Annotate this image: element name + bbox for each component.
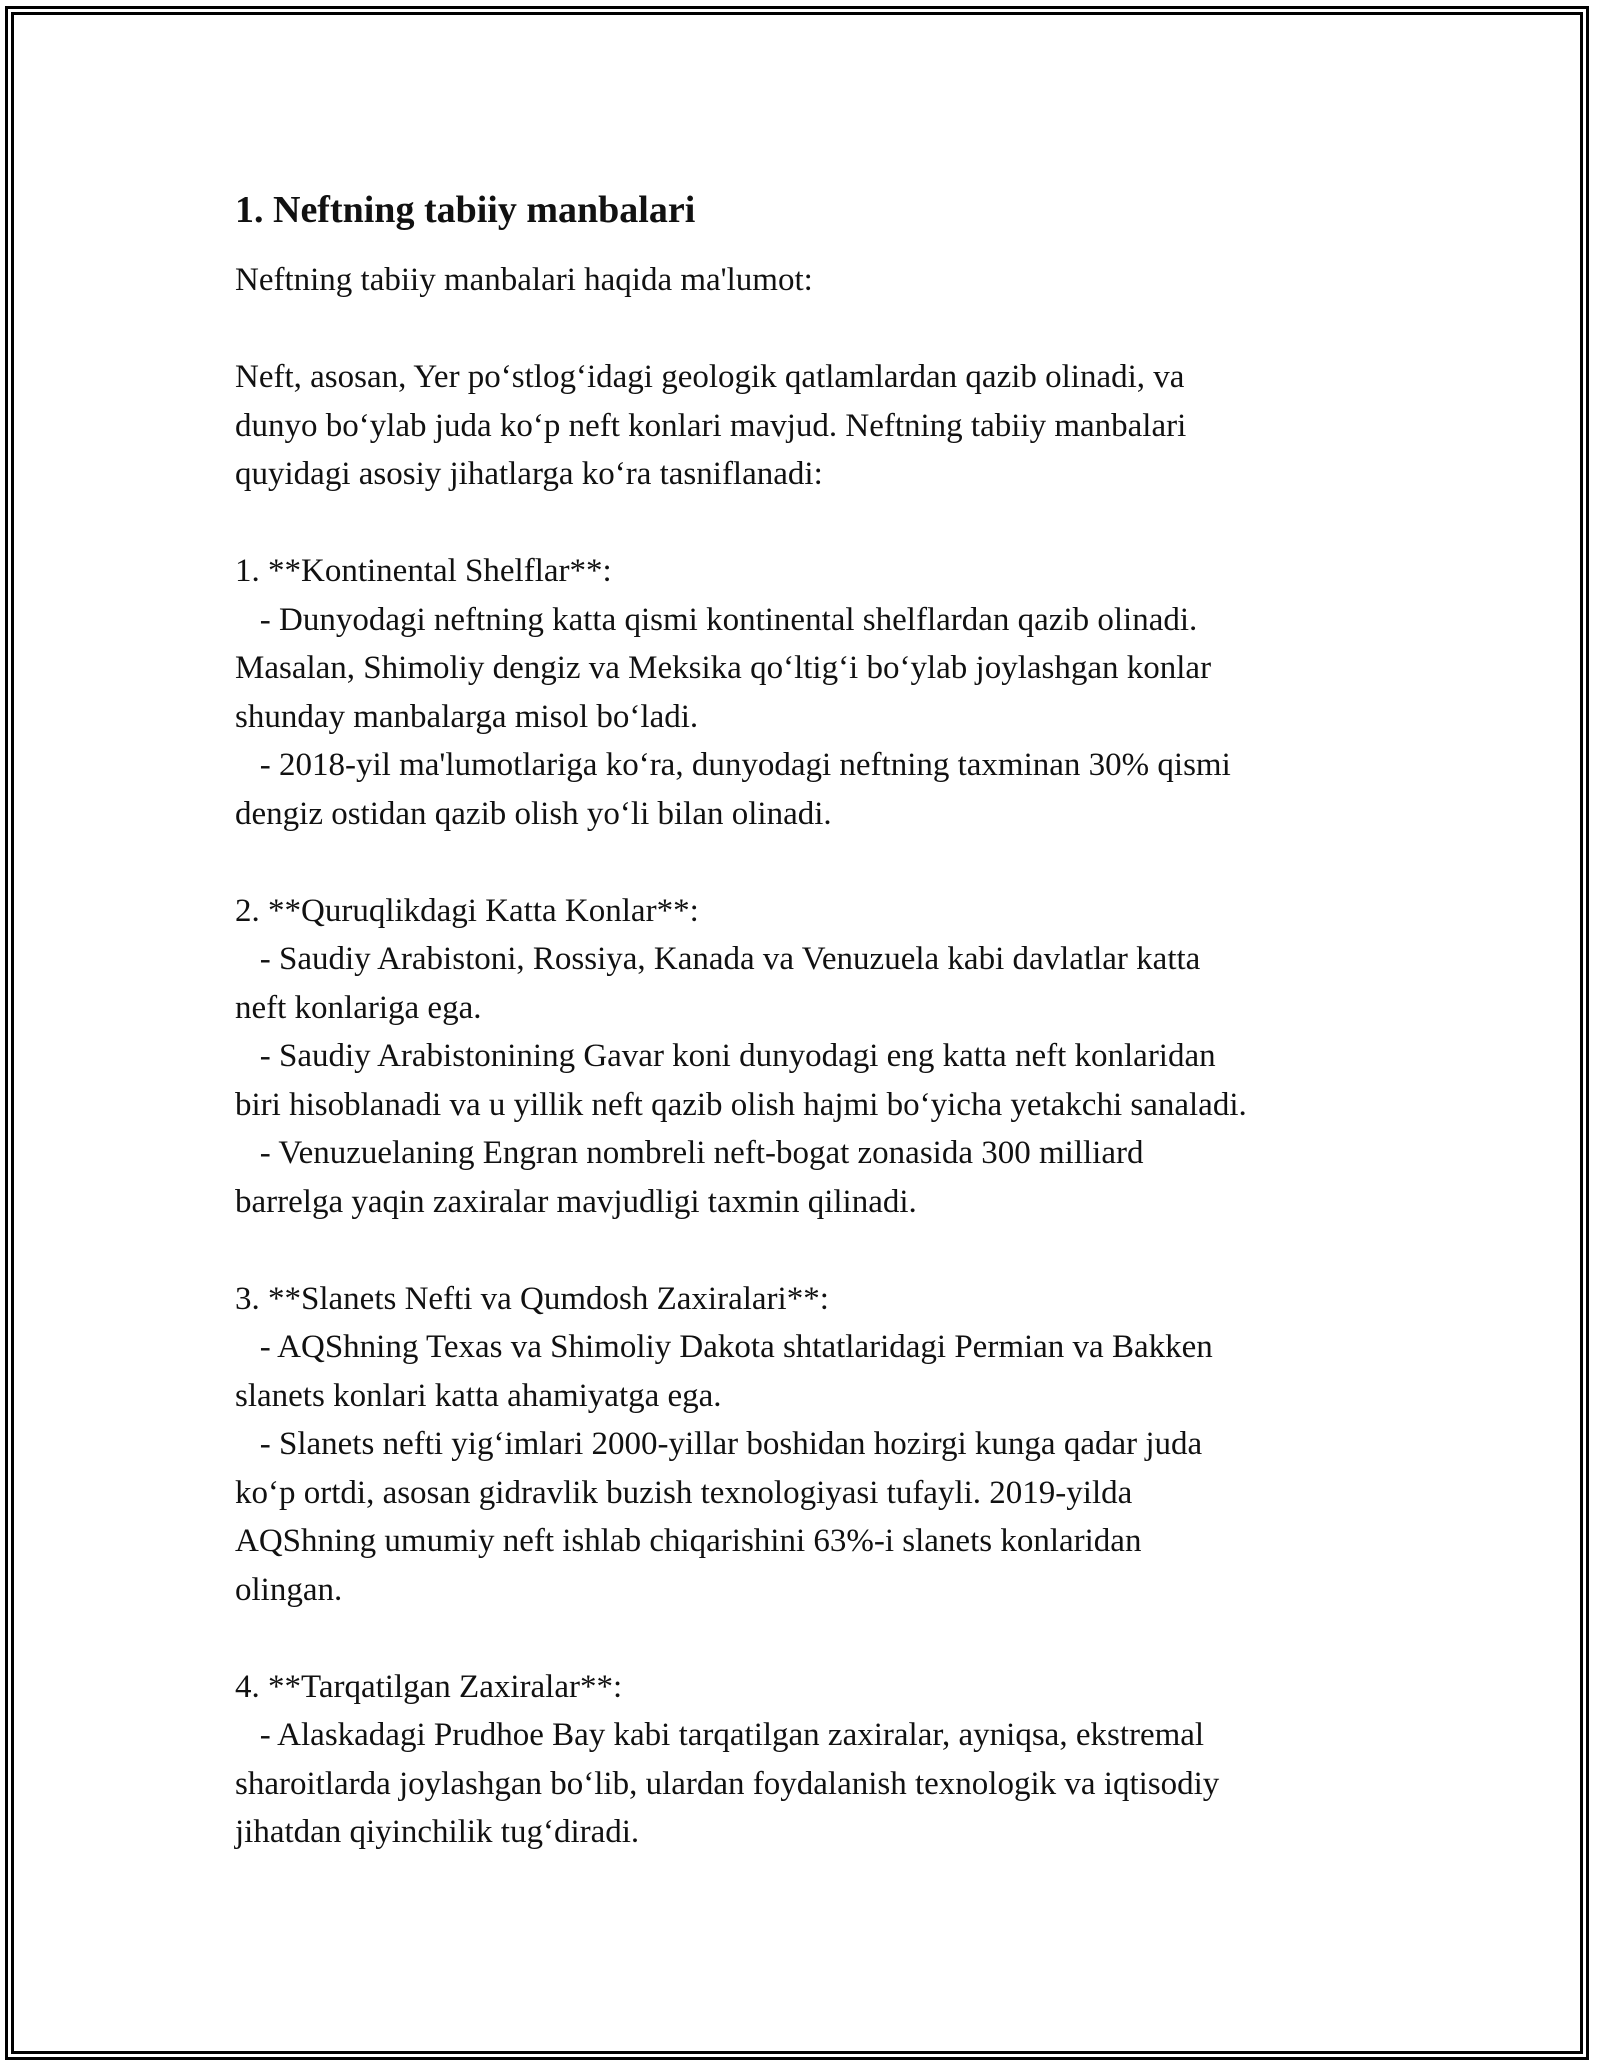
text-line: quyidagi asosiy jihatlarga ko‘ra tasniflanadi: [235,456,823,492]
text-line: biri hisoblanadi va u yillik neft qazib olish hajmi bo‘yicha yetakchi sanaladi. [235,1086,1247,1123]
text-line: 2. **Quruqlikdagi Katta Konlar**: [235,892,699,929]
text-line: - Saudiy Arabistonining Gavar koni dunyodagi eng katta neft konlaridan [235,1038,1216,1074]
text-line: dunyo bo‘ylab juda ko‘p neft konlari mavjud. Neftning tabiiy manbalari [235,407,1187,444]
document-title: 1. Neftning tabiiy manbalari [235,189,696,231]
text-line: Neft, asosan, Yer po‘stlog‘idagi geologik qatlamlardan qazib olinadi, va [235,359,1185,395]
text-line: olingan. [235,1571,343,1608]
text-line: barrelga yaqin zaxiralar mavjudligi taxmin qilinadi. [235,1183,917,1220]
text-line: - Venuzuelaning Engran nombreli neft-bogat zonasida 300 milliard [235,1135,1144,1171]
text-line: AQShning umumiy neft ishlab chiqarishini 63%-i slanets konlaridan [235,1523,1142,1559]
document-text [235,256,1385,1857]
text-line: - AQShning Texas va Shimoliy Dakota shtatlaridagi Permian va Bakken [235,1329,1213,1365]
text-line: jihatdan qiyinchilik tug‘diradi. [235,1814,640,1850]
text-line: slanets konlari katta ahamiyatga ega. [235,1377,722,1414]
text-line: - Slanets nefti yig‘imlari 2000-yillar boshidan hozirgi kunga qadar juda [235,1426,1203,1462]
text-line [235,499,1385,548]
text-line: 4. **Tarqatilgan Zaxiralar**: [235,1668,623,1705]
text-line [235,305,1385,354]
text-line: - Saudiy Arabistoni, Rossiya, Kanada va Venuzuela kabi davlatlar katta [235,941,1201,977]
text-line: dengiz ostidan qazib olish yo‘li bilan olinadi. [235,795,832,832]
text-line: shunday manbalarga misol bo‘ladi. [235,698,699,735]
text-line: - Dunyodagi neftning katta qismi kontinental shelflardan qazib olinadi. [235,601,1198,638]
text-line: neft konlariga ega. [235,989,482,1026]
text-line: - 2018-yil ma'lumotlariga ko‘ra, dunyodagi neftning taxminan 30% qismi [235,747,1231,783]
document-body [235,186,1385,1857]
text-line: sharoitlarda joylashgan bo‘lib, ulardan foydalanish texnologik va iqtisodiy [235,1765,1220,1802]
text-line: Neftning tabiiy manbalari haqida ma'lumot: [235,262,813,298]
text-line [235,838,1385,887]
text-line: Masalan, Shimoliy dengiz va Meksika qo‘ltig‘i bo‘ylab joylashgan konlar [235,650,1212,686]
text-line [235,1614,1385,1663]
text-line: 3. **Slanets Nefti va Qumdosh Zaxiralari**: [235,1280,829,1317]
text-line [235,1226,1385,1275]
text-line: ko‘p ortdi, asosan gidravlik buzish texnologiyasi tufayli. 2019-yilda [235,1474,1133,1511]
text-line: - Alaskadagi Prudhoe Bay kabi tarqatilgan zaxiralar, ayniqsa, ekstremal [235,1717,1205,1753]
text-line: 1. **Kontinental Shelflar**: [235,553,612,589]
